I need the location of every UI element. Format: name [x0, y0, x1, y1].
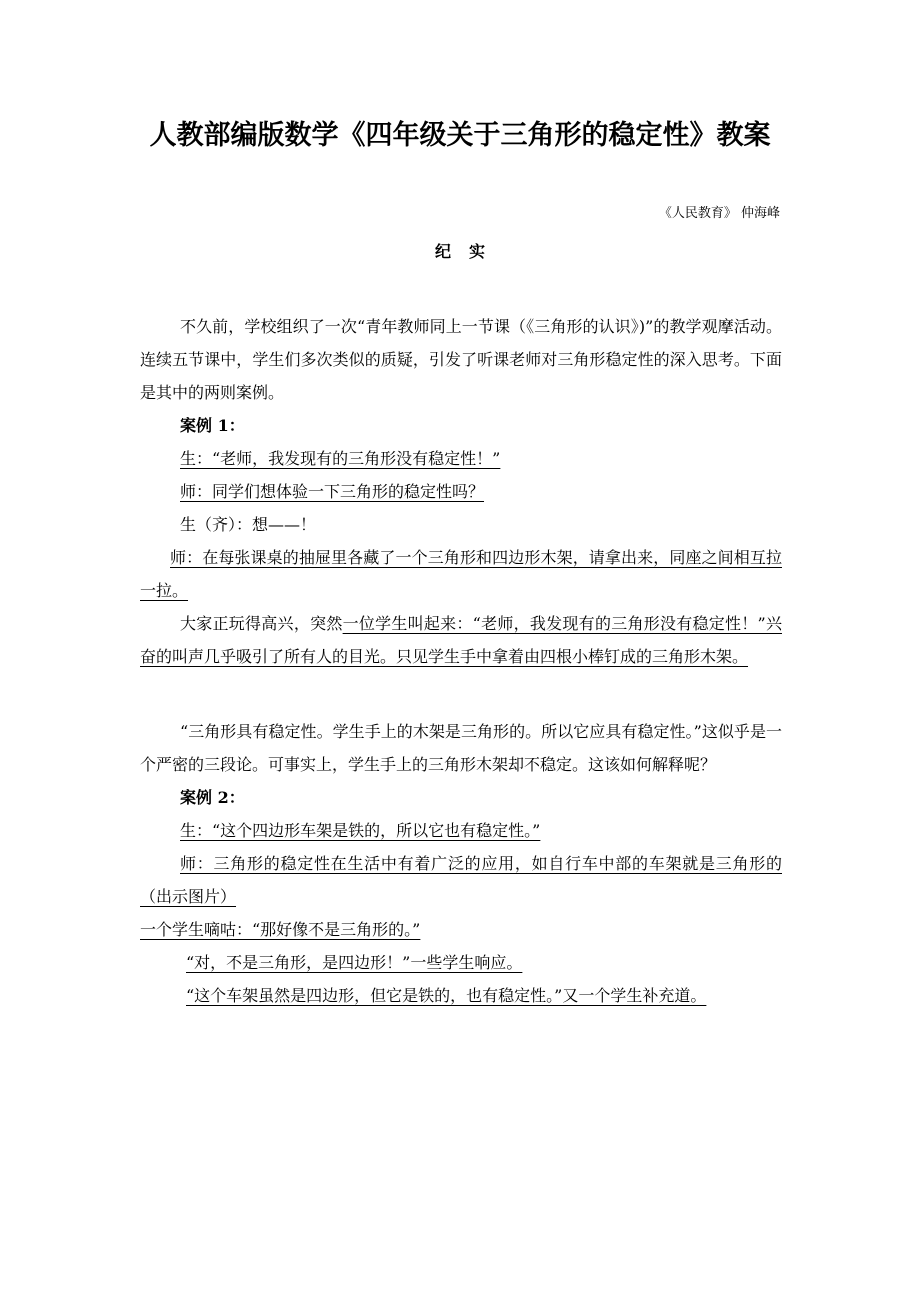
case2-line2: 师：三角形的稳定性在生活中有着广泛的应用，如自行车中部的车架就是三角形的（出示图片） [140, 854, 782, 906]
document-title: 人教部编版数学《四年级关于三角形的稳定性》教案 [149, 120, 771, 151]
case1-line5 [140, 607, 782, 673]
intro-paragraph: 不久前，学校组织了一次“青年教师同上一节课（《三角形的认识》)”的教学观摩活动。连续五节课中，学生们多次类似的质疑，引发了听课老师对三角形稳定性的深入思考。下面是其中的两则案例。 [140, 317, 782, 402]
case1-line1-text: 生：“老师，我发现有的三角形没有稳定性！” [180, 449, 501, 468]
case1-line5-plain: 大家正玩得高兴，突然 [180, 614, 343, 633]
analysis-paragraph: “三角形具有稳定性。学生手上的木架是三角形的。所以它应具有稳定性。”这似乎是一个严密的三段论。可事实上，学生手上的三角形木架却不稳定。这该如何解释呢？ [140, 722, 782, 774]
case2-line5: “这个车架虽然是四边形，但它是铁的，也有稳定性。”又一个学生补充道。 [186, 986, 707, 1005]
document-body [140, 310, 782, 1012]
case1-line3: 生（齐）：想——！ [180, 515, 317, 534]
source-attribution: 《人民教育》 仲海峰 [658, 206, 780, 221]
case1-line2-text: 师：同学们想体验一下三角形的稳定性吗？ [180, 482, 485, 501]
case1-line1 [140, 442, 782, 475]
case2-line4 [140, 946, 782, 979]
case1-line4: 师：在每张课桌的抽屉里各藏了一个三角形和四边形木架，请拿出来，同座之间相互拉一拉。 [140, 548, 782, 600]
case2-line3-text: 一个学生嘀咕：“那好像不是三角形的。” [140, 920, 421, 939]
case1-heading: 案例 1： [180, 416, 245, 435]
case2-line1 [140, 814, 782, 847]
section-heading: 纪实 [434, 242, 503, 261]
case2-line3 [140, 913, 782, 946]
case2-heading: 案例 2： [180, 788, 245, 807]
case1-line2 [140, 475, 782, 508]
paragraph-gap [140, 673, 782, 715]
case2-line1-text: 生：“这个四边形车架是铁的，所以它也有稳定性。” [180, 821, 541, 840]
case1-line5-underlined: 一位学生叫起来：“老师，我发现有的三角形没有稳定性！”兴奋的叫声几乎吸引了所有人的目光。只见学生手中拿着由四根小棒钉成的三角形木架。 [140, 614, 782, 666]
case2-line4-text: “对，不是三角形，是四边形！”一些学生响应。 [186, 953, 523, 972]
